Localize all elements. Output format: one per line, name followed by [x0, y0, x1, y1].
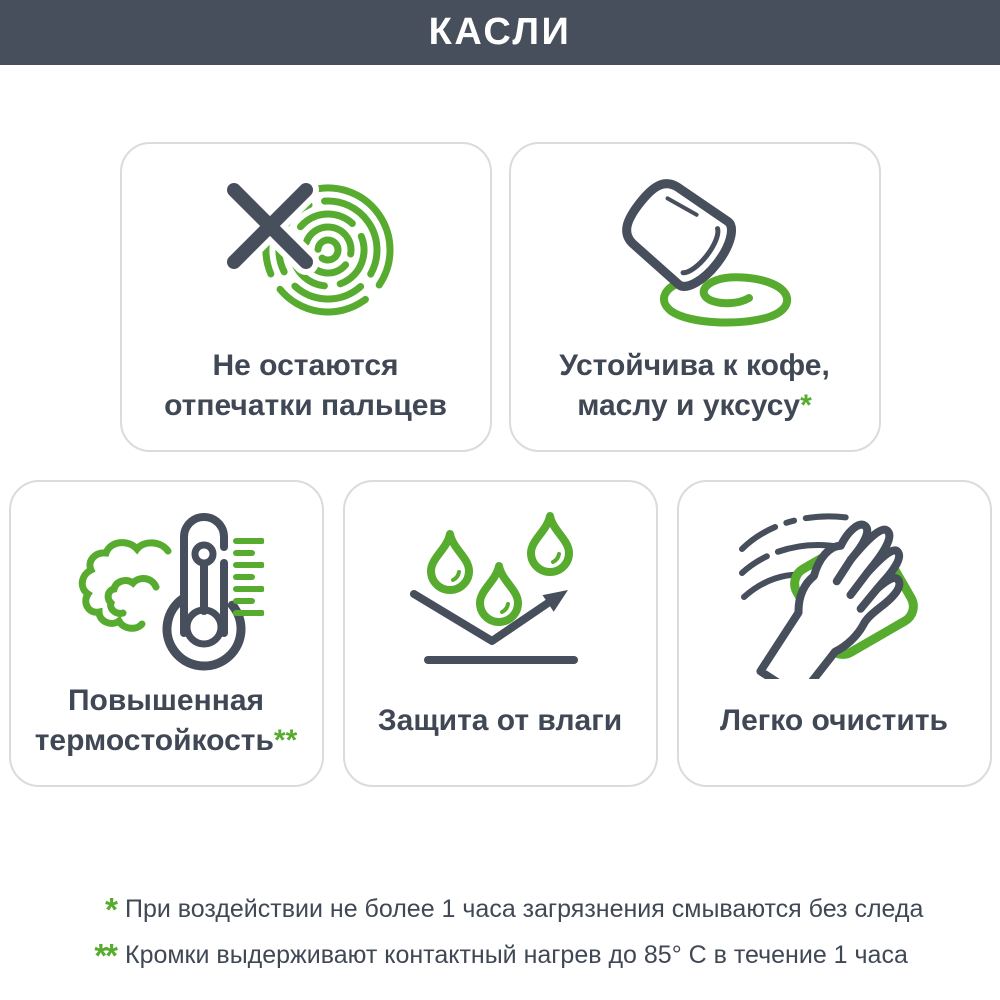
header-bar	[0, 0, 1000, 65]
feature-row-bottom	[0, 480, 1000, 787]
footnotes	[70, 891, 930, 973]
card-moisture-protection	[343, 480, 658, 787]
coffee-oil-vinegar-spill-icon	[577, 173, 813, 331]
card-easy-clean	[677, 480, 992, 787]
double-asterisk-marker: **	[94, 937, 116, 974]
card-caption: Легко очистить	[720, 704, 948, 737]
feature-row-top	[0, 142, 1000, 452]
footnote-marker-ref: **	[273, 724, 298, 757]
footnote-marker-ref: *	[800, 389, 812, 422]
brand-title: КАСЛИ	[428, 11, 572, 53]
moisture-protection-icon	[402, 508, 598, 670]
asterisk-marker: *	[105, 891, 116, 928]
card-no-fingerprints	[120, 142, 492, 452]
card-caption: Защита от влаги	[377, 704, 623, 737]
no-fingerprint-icon	[216, 176, 396, 328]
footnote-single-asterisk: * При воздействии не более 1 часа загрязнения смываются без следа	[70, 891, 930, 927]
card-caption: Повышенная термостойкость**	[34, 684, 298, 757]
footnote-double-asterisk: ** Кромки выдерживают контактный нагрев до 85° С в течение 1 часа	[70, 937, 930, 973]
heat-resistance-icon	[68, 507, 264, 671]
card-heat-resistant	[9, 480, 324, 787]
card-caption: Не остаются отпечатки пальцев	[164, 349, 447, 422]
easy-clean-icon	[734, 499, 934, 679]
card-stain-resistant	[509, 142, 881, 452]
card-caption: Устойчива к кофе, маслу и уксусу*	[559, 349, 830, 422]
